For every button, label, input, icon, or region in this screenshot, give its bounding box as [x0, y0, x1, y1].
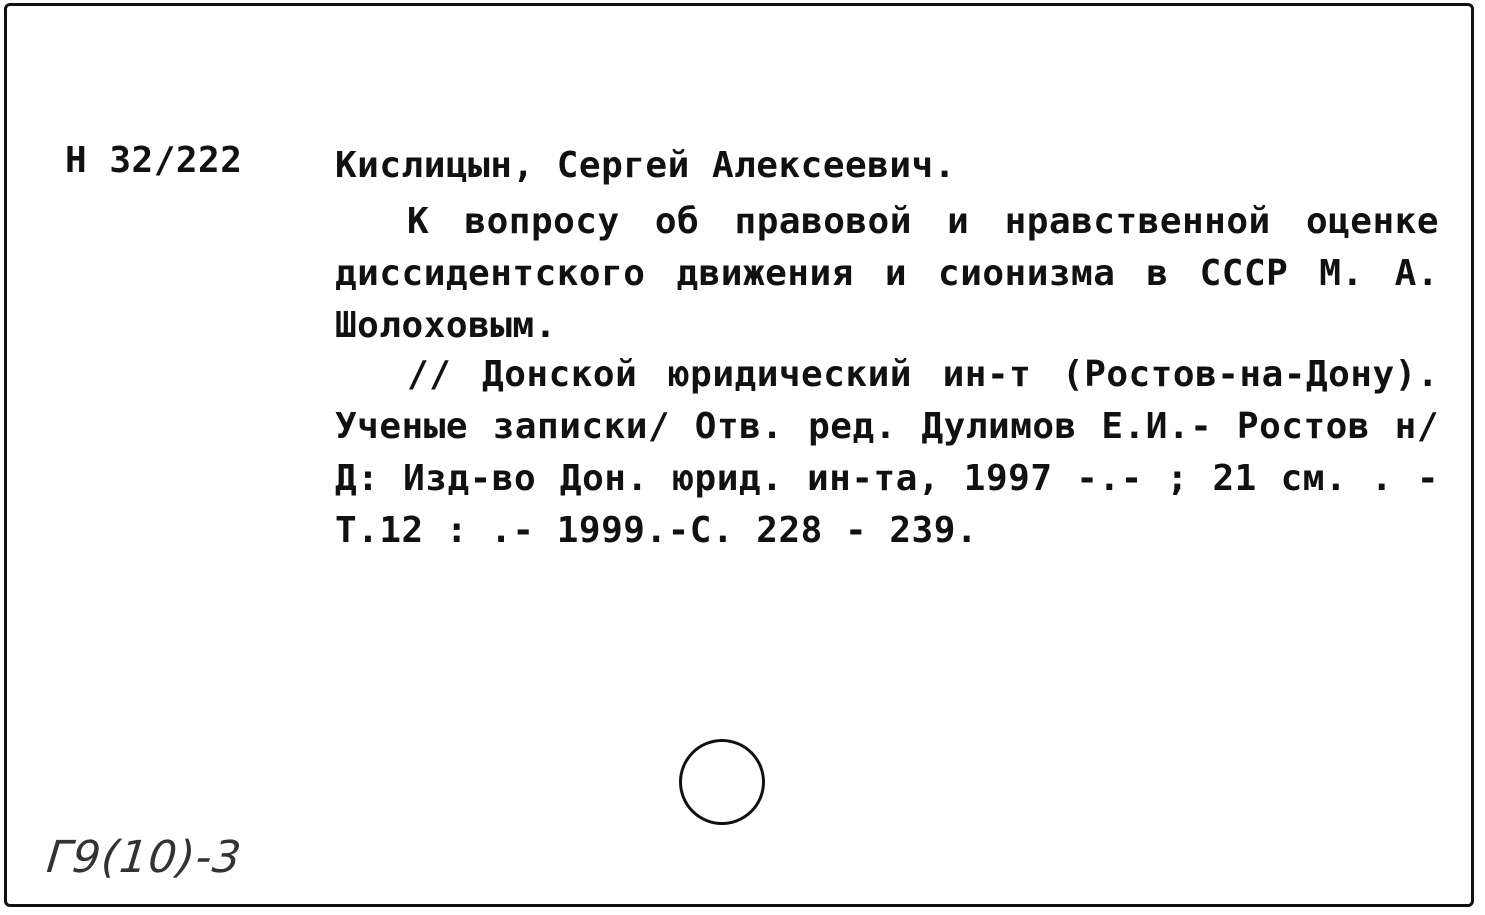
punch-hole	[679, 739, 765, 825]
author-heading: Кислицын, Сергей Алексеевич.	[335, 145, 956, 186]
shelfmark: Н 32/222	[65, 140, 243, 181]
catalog-card	[4, 3, 1474, 907]
title-paragraph: К вопросу об правовой и нравственной оценке диссидентского движения и сионизма в СССР М. А. Шолоховым.	[335, 201, 1439, 346]
source-paragraph: // Донской юридический ин-т (Ростов-на-Дону). Ученые записки/ Отв. ред. Дулимов Е.И.- Ростов н/Д: Изд-во Дон. юрид. ин-та, 1997 -.- ; 21 см. . - Т.12 : .- 1999.-С. 228 - 239.	[335, 354, 1439, 551]
handwritten-classification: Г9(10)-3	[44, 832, 245, 883]
